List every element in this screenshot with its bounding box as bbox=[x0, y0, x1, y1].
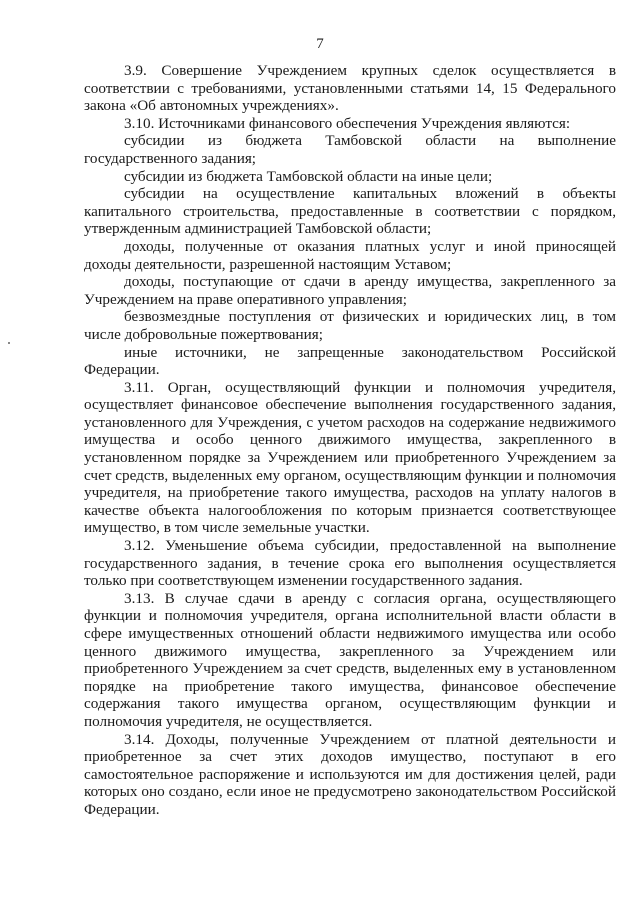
paragraph-3-11: 3.11. Орган, осуществляющий функции и полномочия учредителя, осуществляет финансовое обеспечение выполнения государственного задания, установленного для Учреждения, с учетом расходов на содержание недвижимого имущества и особо ценного движимого имущества, закрепленного в установленном порядке за Учреждением или приобретенного Учреждением за счет средств, выделенных ему органом, осуществляющим функции и полномочия учредителя, на приобретение такого имущества, расходов на уплату налогов в качестве объекта налогообложения по которым признается соответствующее имущество, в том числе земельные участки. bbox=[84, 378, 616, 537]
margin-dot bbox=[8, 342, 10, 344]
list-item-paid-services: доходы, полученные от оказания платных услуг и иной приносящей доходы деятельности, разрешенной настоящим Уставом; bbox=[84, 237, 616, 273]
list-item-subsidy-capital: субсидии на осуществление капитальных вложений в объекты капитального строительства, предоставленные в соответствии с порядком, утвержденным администрацией Тамбовской области; bbox=[84, 185, 616, 238]
paragraph-3-14: 3.14. Доходы, полученные Учреждением от платной деятельности и приобретенное за счет этих доходов имущество, поступают в его самостоятельное распоряжение и используются им для достижения целей, ради которых оно создано, если иное не предусмотрено законодательством Российской Федерации. bbox=[84, 730, 616, 818]
list-item-subsidy-state-task: субсидии из бюджета Тамбовской области на выполнение государственного задания; bbox=[84, 132, 616, 167]
page-number: 7 bbox=[316, 36, 324, 52]
list-item-subsidy-other: субсидии из бюджета Тамбовской области на иные цели; bbox=[124, 167, 493, 185]
paragraph-3-12: 3.12. Уменьшение объема субсидии, предоставленной на выполнение государственного задания, в течение срока его выполнения осуществляется только при соответствующем изменении государственного задания. bbox=[84, 537, 616, 590]
list-item-rent-income: доходы, поступающие от сдачи в аренду имущества, закрепленного за Учреждением на праве оперативного управления; bbox=[84, 273, 616, 308]
list-item-other-sources: иные источники, не запрещенные законодательством Российской Федерации. bbox=[84, 343, 616, 379]
paragraph-3-9: 3.9. Совершение Учреждением крупных сделок осуществляется в соответствии с требованиями, установленными статьями 14, 15 Федерального закона «Об автономных учреждениях». bbox=[84, 62, 616, 115]
paragraph-3-13: 3.13. В случае сдачи в аренду с согласия органа, осуществляющего функции и полномочия учредителя, органа исполнительной власти области в сфере имущественных отношений области недвижимого имущества или особо ценного движимого имущества, закрепленного за Учреждением или приобретенного Учреждением за счет средств, выделенных ему в установленном порядке на приобретение такого имущества, финансовое обеспечение содержания такого имущества органом, осуществляющим функции и полномочия учредителя, не осуществляется. bbox=[84, 589, 616, 730]
paragraph-3-10: 3.10. Источниками финансового обеспечения Учреждения являются: bbox=[124, 114, 571, 132]
document-body bbox=[84, 62, 616, 819]
list-item-donations: безвозмездные поступления от физических и юридических лиц, в том числе добровольные пожертвования; bbox=[84, 308, 616, 343]
